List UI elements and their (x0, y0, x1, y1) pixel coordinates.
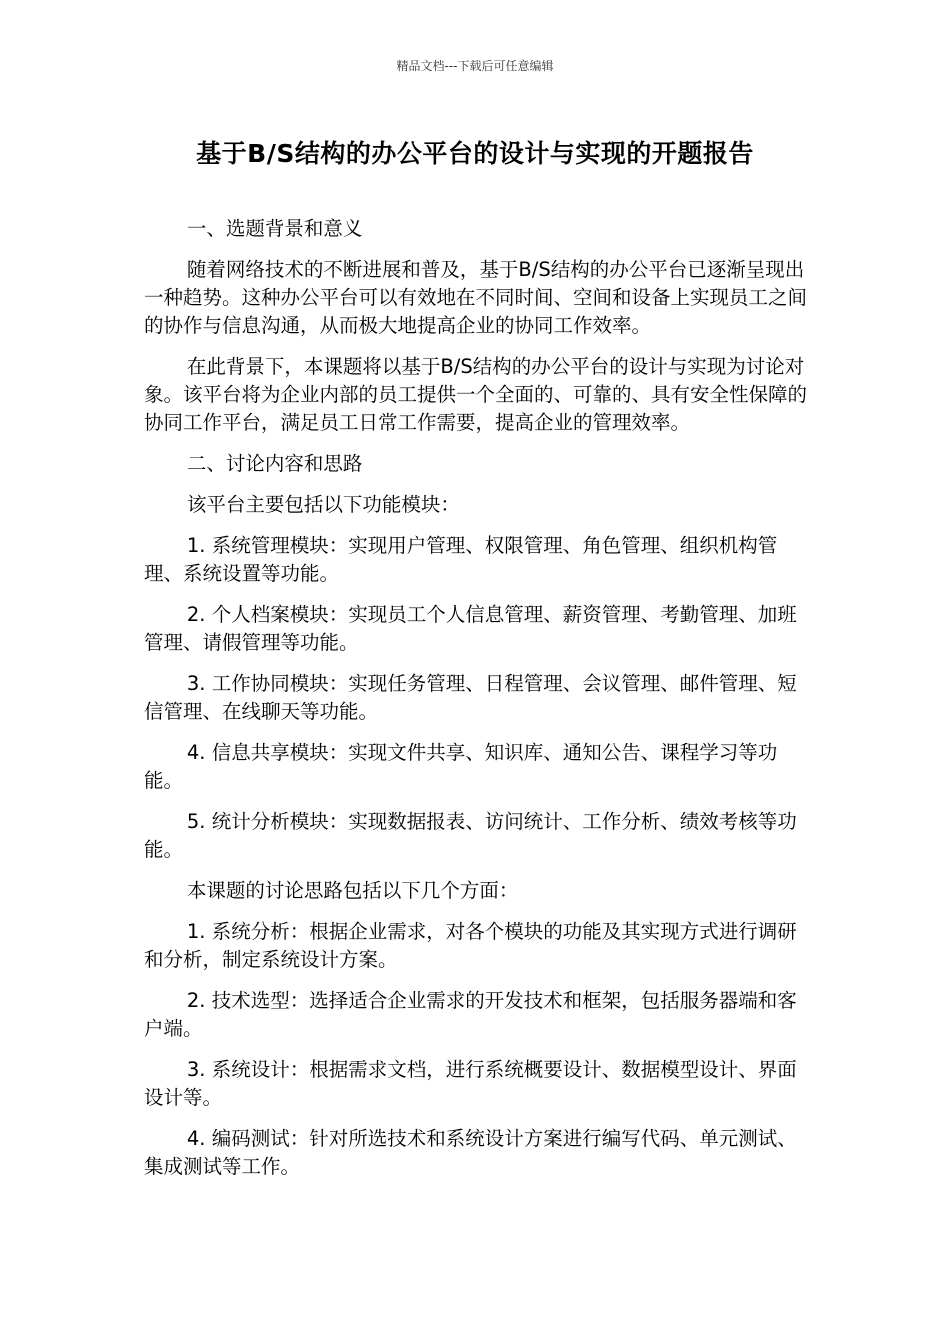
list-item-approach-4: 4. 编码测试：针对所选技术和系统设计方案进行编写代码、单元测试、集成测试等工作。 (144, 1127, 797, 1178)
list-item-module-1: 1. 系统管理模块：实现用户管理、权限管理、角色管理、组织机构管理、系统设置等功能。 (144, 534, 778, 585)
section-heading-content: 二、讨论内容和思路 (186, 452, 363, 475)
paragraph-background-2: 在此背景下，本课题将以基于B/S结构的办公平台的设计与实现为讨论对象。该平台将为企业内部的员工提供一个全面的、可靠的、具有安全性保障的协同工作平台，满足员工日常工作需要，提高企业的管理效率。 (144, 355, 808, 434)
list-item-module-5: 5. 统计分析模块：实现数据报表、访问统计、工作分析、绩效考核等功能。 (144, 810, 797, 861)
section-heading-background: 一、选题背景和意义 (186, 217, 363, 240)
list-item-module-3: 3. 工作协同模块：实现任务管理、日程管理、会议管理、邮件管理、短信管理、在线聊天等功能。 (144, 672, 797, 723)
list-item-module-4: 4. 信息共享模块：实现文件共享、知识库、通知公告、课程学习等功能。 (144, 741, 778, 792)
page-header: 精品文档---下载后可任意编辑 (396, 59, 554, 73)
document-title: 基于B/S结构的办公平台的设计与实现的开题报告 (196, 139, 754, 168)
paragraph-modules-intro: 该平台主要包括以下功能模块： (186, 493, 460, 516)
paragraph-approach-intro: 本课题的讨论思路包括以下几个方面： (186, 879, 519, 902)
list-item-approach-1: 1. 系统分析：根据企业需求，对各个模块的功能及其实现方式进行调研和分析，制定系统设计方案。 (144, 920, 797, 971)
document-body (144, 215, 808, 1194)
list-item-approach-3: 3. 系统设计：根据需求文档，进行系统概要设计、数据模型设计、界面设计等。 (144, 1058, 797, 1109)
paragraph-background-1: 随着网络技术的不断进展和普及，基于B/S结构的办公平台已逐渐呈现出一种趋势。这种办公平台可以有效地在不同时间、空间和设备上实现员工之间的协作与信息沟通，从而极大地提高企业的协同工作效率。 (144, 258, 808, 337)
list-item-module-2: 2. 个人档案模块：实现员工个人信息管理、薪资管理、考勤管理、加班管理、请假管理等功能。 (144, 603, 797, 654)
list-item-approach-2: 2. 技术选型：选择适合企业需求的开发技术和框架，包括服务器端和客户端。 (144, 989, 797, 1040)
